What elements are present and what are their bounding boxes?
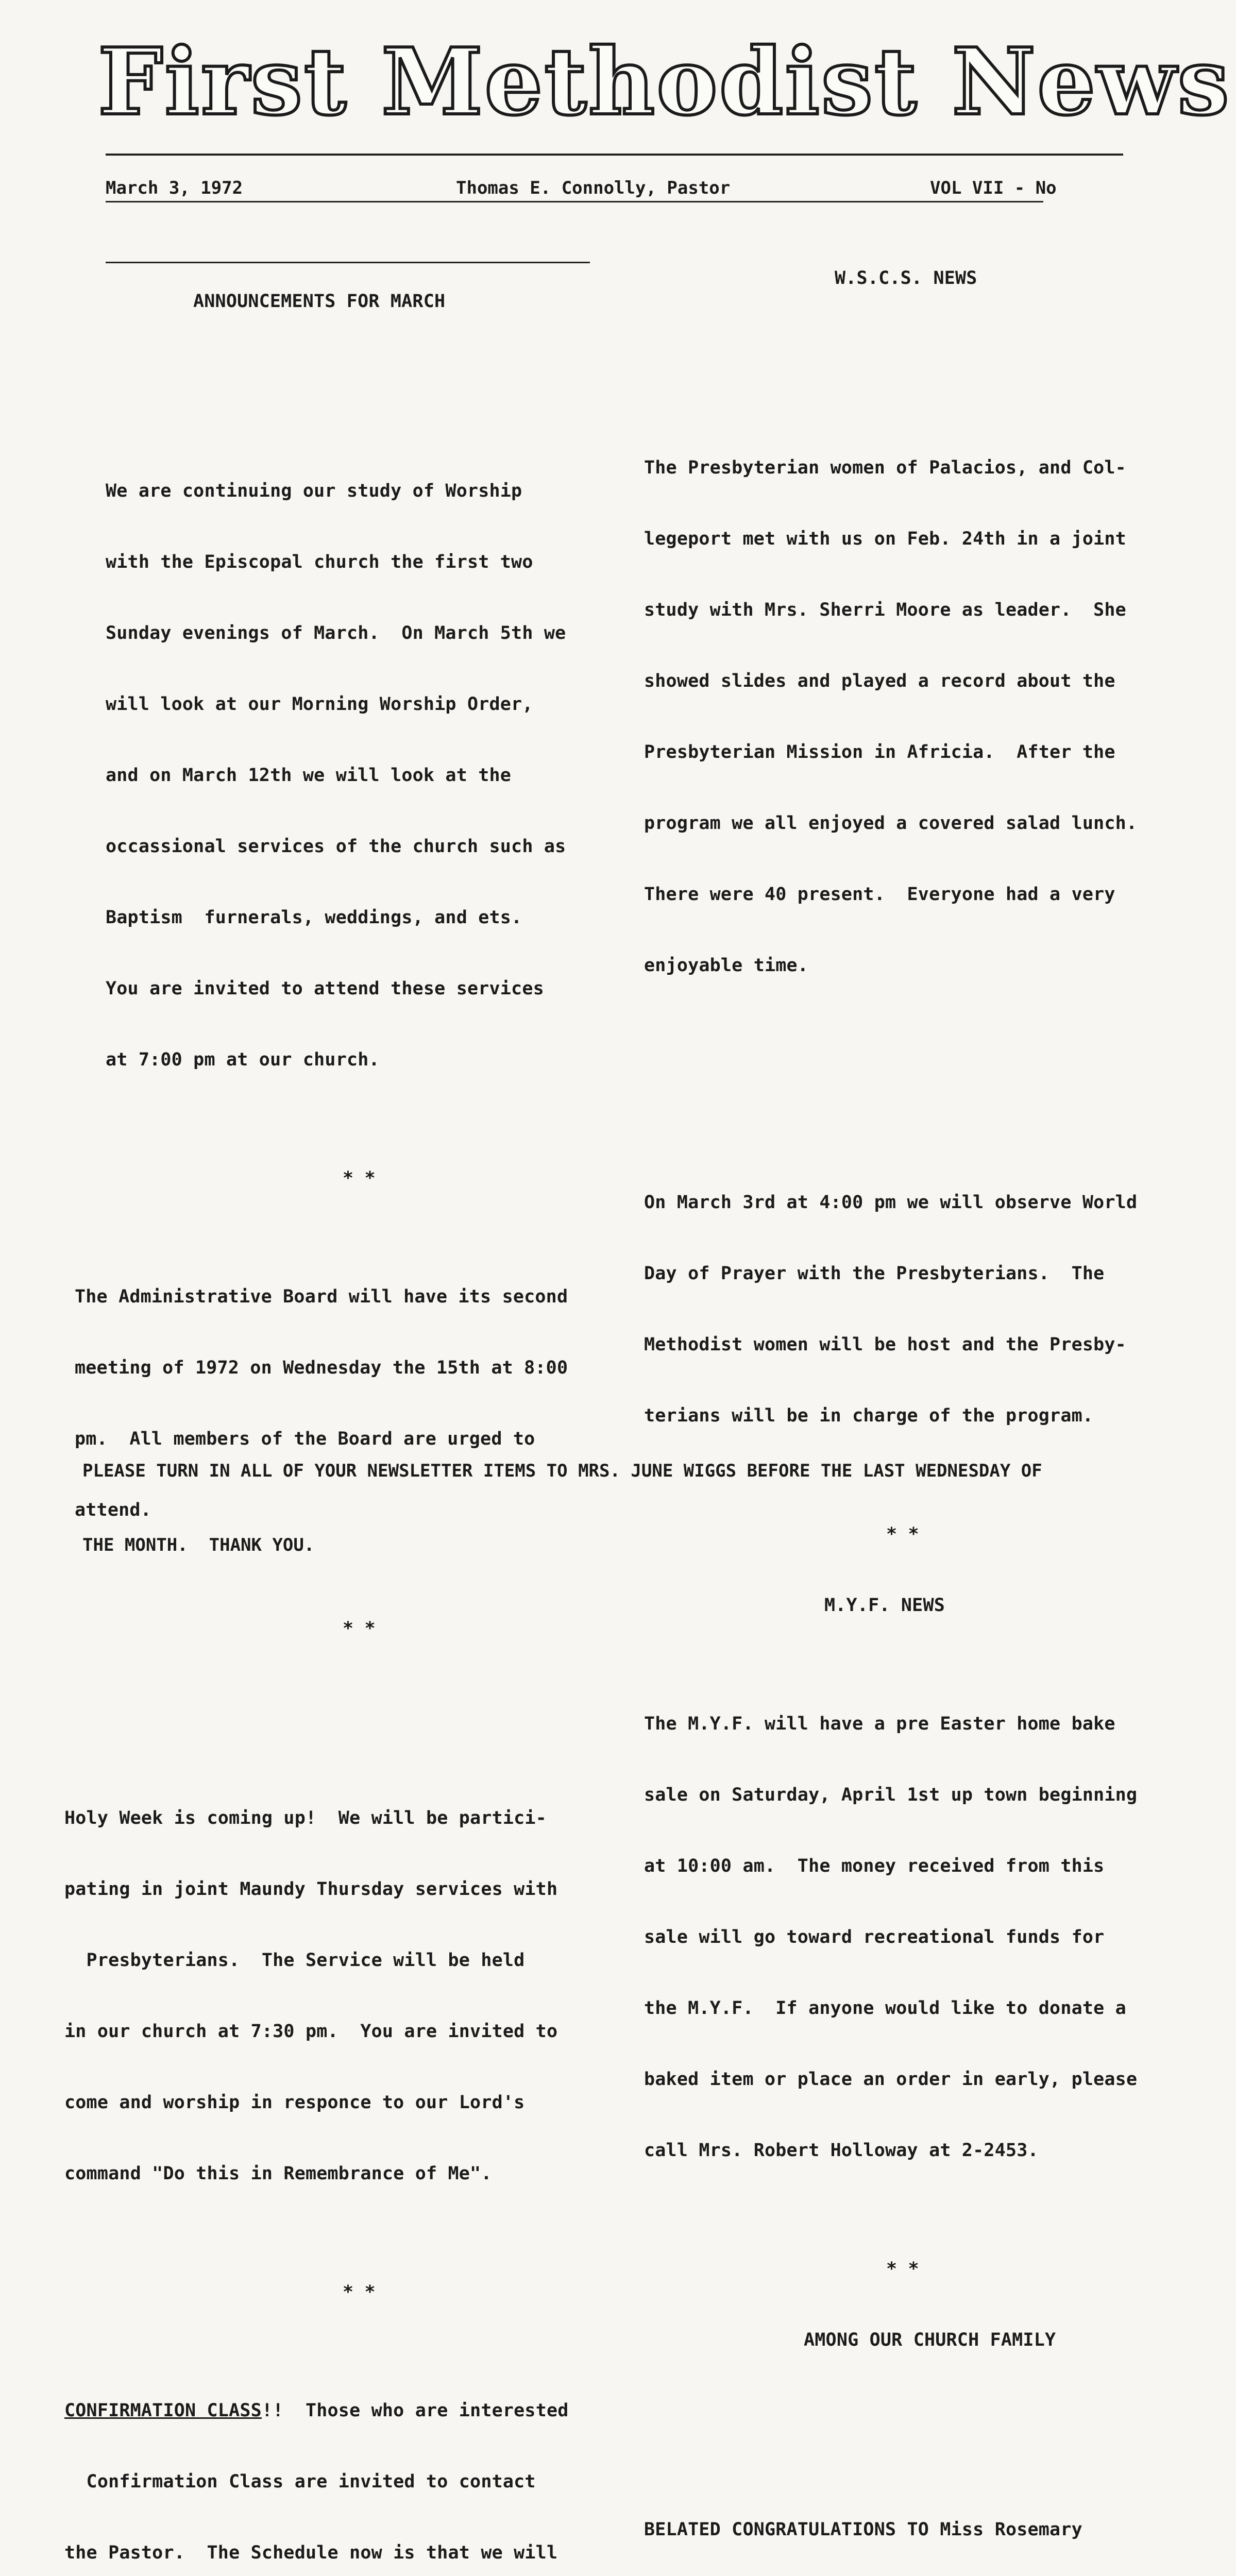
text-line: in our church at 7:30 pm. You are invited to [64, 2021, 558, 2042]
masthead-title: First Methodist News [98, 28, 1231, 135]
text-line: call Mrs. Robert Holloway at 2-2453. [644, 2140, 1039, 2161]
text-line: legeport met with us on Feb. 24th in a joint [644, 529, 1126, 549]
text-line: On March 3rd at 4:00 pm we will observe World [644, 1192, 1138, 1213]
text-line: Holy Week is coming up! We will be partici- [64, 1808, 547, 1828]
separator: * * [886, 2259, 919, 2279]
text-line: pating in joint Maundy Thursday services with [64, 1879, 558, 1900]
separator: * * [343, 1618, 376, 1639]
text-line: baked item or place an order in early, please [644, 2069, 1138, 2090]
text-line: program we all enjoyed a covered salad lunch. [644, 813, 1138, 834]
text-line: at 10:00 am. The money received from this [644, 1856, 1105, 1876]
text-line: The M.Y.F. will have a pre Easter home bake [644, 1714, 1115, 1734]
text-line: come and worship in responce to our Lord's [64, 2092, 525, 2113]
footer-line: THE MONTH. THANK YOU. [82, 1535, 315, 1555]
text-line: Confirmation Class are invited to contact [64, 2471, 536, 2492]
text-line: command "Do this in Remembrance of Me". [64, 2163, 492, 2184]
text-line: terians will be in charge of the program. [644, 1405, 1094, 1426]
announcements-heading: ANNOUNCEMENTS FOR MARCH [193, 291, 446, 312]
text-line: showed slides and played a record about the [644, 671, 1115, 691]
dateline [106, 178, 1121, 204]
text-line: attend. [75, 1500, 151, 1520]
confirmation-title: CONFIRMATION CLASS [64, 2400, 262, 2421]
pastor-name: Thomas E. Connolly, Pastor [456, 178, 731, 198]
text-line: Presbyterian Mission in Africia. After the [644, 742, 1115, 762]
text-line: We are continuing our study of Worship [106, 481, 522, 501]
belated-paragraph [644, 2470, 1221, 2576]
worship-paragraph [64, 432, 641, 1119]
volume-number: VOL VII - No [930, 178, 1057, 198]
footer-notice [82, 1409, 1190, 1607]
text-line: at 7:00 pm at our church. [106, 1049, 380, 1070]
text-line: Sunday evenings of March. On March 5th we [106, 623, 566, 643]
dateline-rule [106, 201, 1043, 202]
text-line: will look at our Morning Worship Order, [106, 694, 533, 715]
text-line: the M.Y.F. If anyone would like to donate a [644, 1998, 1126, 2019]
text-line: The Presbyterian women of Palacios, and Col- [644, 457, 1126, 478]
confirmation-first-line: !! Those who are interested [261, 2400, 569, 2421]
right-column [644, 219, 1221, 2576]
text-line: sale will go toward recreational funds for [644, 1927, 1105, 1947]
text-line: enjoyable time. [644, 955, 809, 976]
text-line: Methodist women will be host and the Presby- [644, 1334, 1126, 1355]
issue-date: March 3, 1972 [106, 178, 243, 198]
text-line: meeting of 1972 on Wednesday the 15th at 8:00 [75, 1358, 568, 1378]
text-line: There were 40 present. Everyone had a very [644, 884, 1115, 905]
separator: * * [343, 2282, 376, 2302]
text-line: study with Mrs. Sherri Moore as leader. She [644, 600, 1126, 620]
text-line: Presbyterians. The Service will be held [64, 1950, 525, 1971]
wscs-heading: W.S.C.S. NEWS [835, 268, 977, 289]
masthead-rule [106, 154, 1123, 156]
separator: * * [886, 1524, 919, 1545]
text-line: You are invited to attend these services [106, 978, 544, 999]
text-line: and on March 12th we will look at the [106, 765, 512, 786]
confirmation-paragraph [64, 2351, 641, 2576]
text-line: sale on Saturday, April 1st up town beginning [644, 1785, 1138, 1805]
wscs-paragraph [644, 409, 1221, 1025]
text-line: with the Episcopal church the first two [106, 552, 533, 572]
footer-line: PLEASE TURN IN ALL OF YOUR NEWSLETTER ITEMS TO MRS. JUNE WIGGS BEFORE THE LAST WEDNESDAY OF [82, 1461, 1042, 1481]
separator: * * [343, 1168, 376, 1189]
text-line: Baptism furnerals, weddings, and ets. [106, 907, 522, 928]
text-line: Day of Prayer with the Presbyterians. The [644, 1263, 1105, 1284]
text-line [64, 2399, 641, 2422]
church-family-heading: AMONG OUR CHURCH FAMILY [804, 2330, 1056, 2350]
text-line: the Pastor. The Schedule now is that we will [64, 2543, 558, 2563]
text-line: pm. All members of the Board are urged to [75, 1429, 535, 1449]
myf-heading: M.Y.F. NEWS [824, 1595, 945, 1616]
text-line: BELATED CONGRATULATIONS TO Miss Rosemary [644, 2519, 1082, 2540]
holy-week-paragraph [64, 1759, 641, 2233]
text-line: occassional services of the church such as [106, 836, 566, 857]
myf-paragraph [644, 1665, 1221, 2210]
text-line: The Administrative Board will have its second [75, 1286, 568, 1307]
